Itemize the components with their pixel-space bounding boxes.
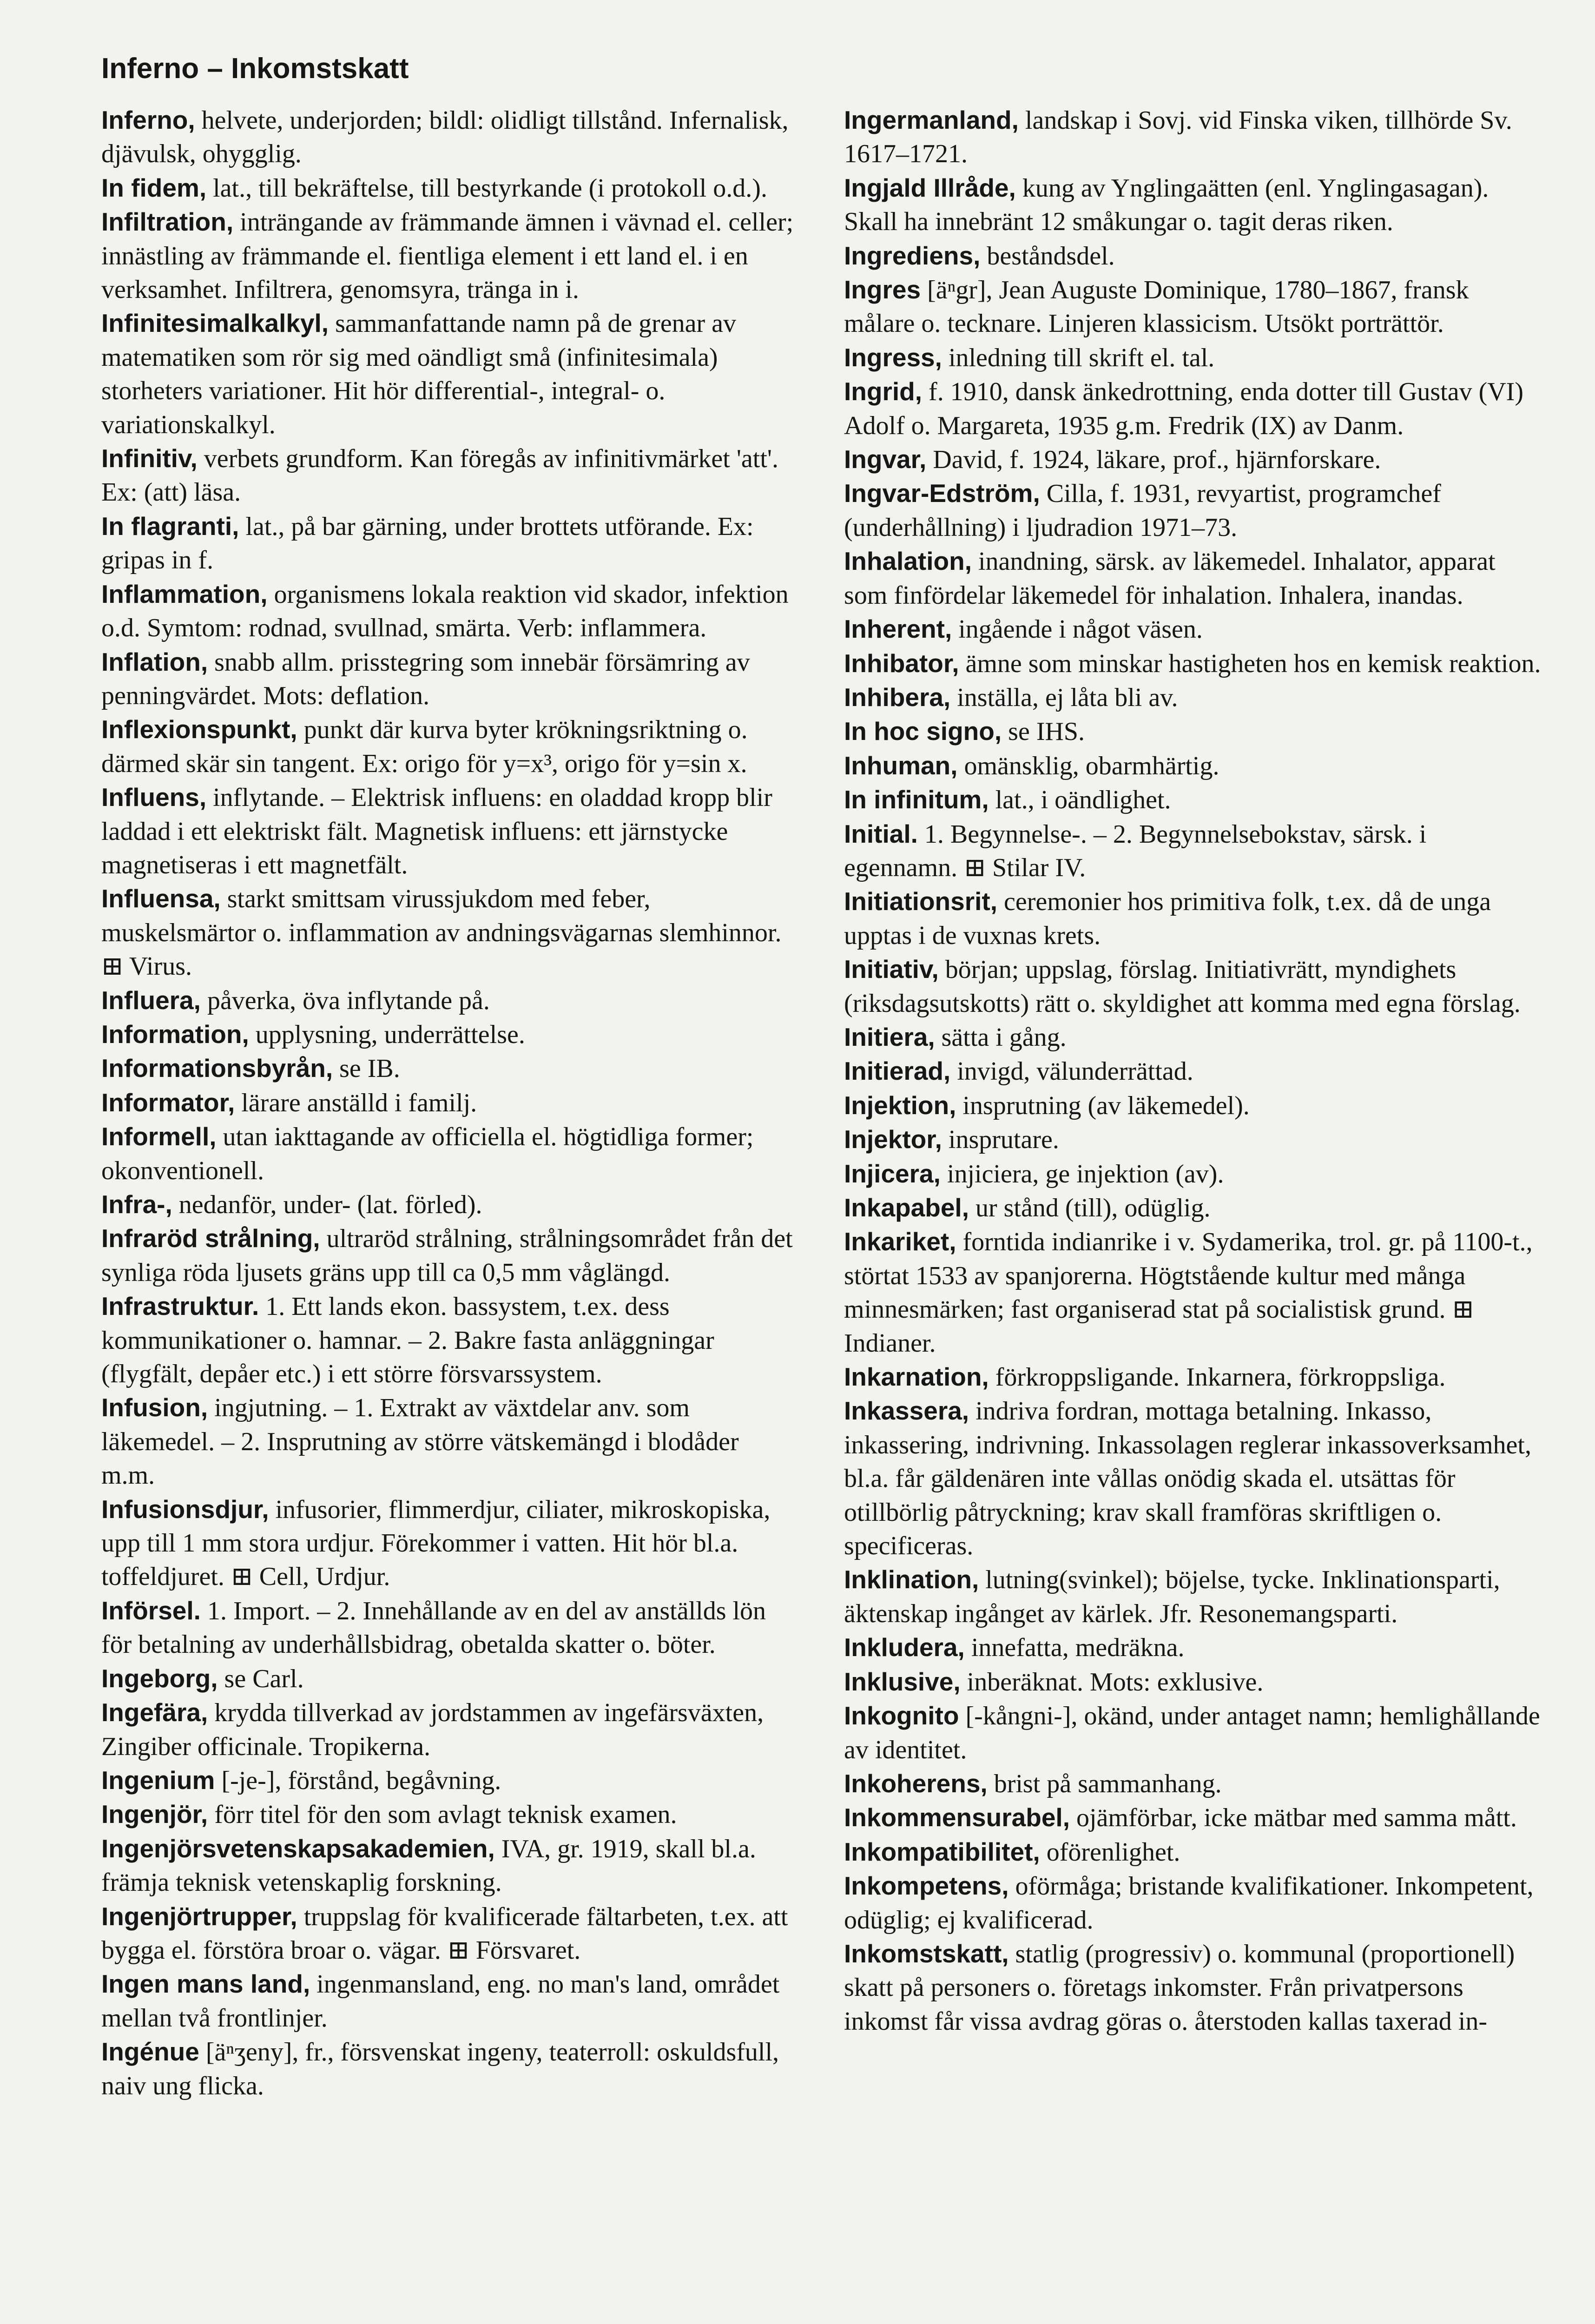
dictionary-entry xyxy=(844,171,1541,239)
definition: beståndsdel. xyxy=(980,241,1115,271)
dictionary-entry xyxy=(101,1391,798,1492)
definition: infusorier, flimmerdjur, ciliater, mikroskopiska, upp till 1 mm stora urdjur. Förekommer i vatten. Hit hör bl.a. toffeldjuret. ⊞ Cell, Urdjur. xyxy=(101,1495,771,1591)
dictionary-entry xyxy=(844,1157,1541,1191)
headword: Infusionsdjur, xyxy=(101,1494,269,1524)
headword: Ingermanland, xyxy=(844,106,1019,134)
dictionary-entry xyxy=(844,1869,1541,1937)
dictionary-entry xyxy=(101,1900,798,1967)
dictionary-entry xyxy=(101,2035,798,2103)
definition: David, f. 1924, läkare, prof., hjärnforskare. xyxy=(926,445,1381,475)
definition: indriva fordran, mottaga betalning. Inkasso, inkassering, indrivning. Inkassolagen reglerar inkassoverksamhet, bl.a. får gäldenären inte vållas onödig skada el. utsättas för otillbörlig påtryckning; krav skall framföras skriftligen o. specificeras. xyxy=(844,1397,1531,1561)
dictionary-entry xyxy=(844,647,1541,680)
definition: se IB. xyxy=(333,1054,400,1083)
dictionary-entry xyxy=(101,103,798,171)
headword: Ingenjörsvetenskapsakademien, xyxy=(101,1834,495,1863)
definition: lat., till bekräftelse, till bestyrkande (i protokoll o.d.). xyxy=(206,173,767,203)
headword: Influens, xyxy=(101,783,207,812)
dictionary-entry xyxy=(844,476,1541,544)
headword: Inklination, xyxy=(844,1565,979,1594)
headword: Inhuman, xyxy=(844,751,958,780)
dictionary-entry xyxy=(844,375,1541,442)
headword: Ingres xyxy=(844,275,921,304)
definition: ur stånd (till), odüglig. xyxy=(969,1194,1211,1222)
definition: kung av Ynglingaätten (enl. Ynglingasagan). Skall ha innebränt 12 småkungar o. tagit deras riken. xyxy=(844,173,1489,237)
dictionary-entry xyxy=(101,1221,798,1289)
dictionary-entry xyxy=(844,1801,1541,1835)
dictionary-entry xyxy=(844,1767,1541,1801)
dictionary-entry xyxy=(844,952,1541,1020)
headword: Inflammation, xyxy=(101,579,268,608)
definition: sammanfattande namn på de grenar av matematiken som rör sig med oändligt små (infinitesimala) storheters variationer. Hit hör differential-, integral- o. variationskalkyl. xyxy=(101,309,737,439)
headword: Inhibera, xyxy=(844,682,951,712)
headword: Ingvar, xyxy=(844,445,927,474)
dictionary-entry xyxy=(101,171,798,205)
headword: Infusion, xyxy=(101,1393,208,1422)
definition: inberäknat. Mots: exklusive. xyxy=(960,1667,1264,1697)
headword: Infrastruktur. xyxy=(101,1292,259,1321)
definition: invigd, välunderrättad. xyxy=(950,1057,1193,1086)
headword: Inkludera, xyxy=(844,1633,965,1662)
definition: Cilla, f. 1931, revyartist, programchef (underhållning) i ljudradion 1971–73. xyxy=(844,479,1441,542)
headword: Inflation, xyxy=(101,647,208,676)
definition: omänsklig, obarmhärtig. xyxy=(957,751,1219,780)
dictionary-entry xyxy=(101,1797,798,1831)
definition: inflytande. – Elektrisk influens: en oladdad kropp blir laddad i ett elektriskt fält. Magnetisk influens: ett järnstycke magnetiseras i ett magnetfält. xyxy=(101,783,772,879)
dictionary-entry xyxy=(101,509,798,577)
dictionary-entry xyxy=(844,1054,1541,1088)
definition: inställa, ej låta bli av. xyxy=(950,683,1178,712)
headword: Inkapabel, xyxy=(844,1193,969,1222)
definition: ingående i något väsen. xyxy=(952,615,1203,644)
right-column xyxy=(844,103,1541,2038)
headword: Injektion, xyxy=(844,1090,956,1120)
definition: början; uppslag, förslag. Initiativrätt, myndighets (riksdagsutskotts) rätt o. skyldighet att komma med egna förslag. xyxy=(844,955,1521,1018)
headword: Infinitiv, xyxy=(101,444,198,473)
headword: Ingrediens, xyxy=(844,241,981,270)
definition: [äⁿgr], Jean Auguste Dominique, 1780–1867, fransk målare o. tecknare. Linjeren klassicism. Utsökt porträttör. xyxy=(844,276,1469,338)
definition: inledning till skrift el. tal. xyxy=(942,343,1215,372)
dictionary-entry xyxy=(844,783,1541,817)
headword: Ingen mans land, xyxy=(101,1969,310,1999)
definition: landskap i Sovj. vid Finska viken, tillhörde Sv. 1617–1721. xyxy=(844,106,1512,169)
dictionary-entry xyxy=(844,1360,1541,1394)
definition: ämne som minskar hastigheten hos en kemisk reaktion. xyxy=(959,649,1541,678)
headword: In hoc signo, xyxy=(844,717,1002,746)
definition: ingenmansland, eng. no man's land, området mellan två frontlinjer. xyxy=(101,1970,780,2033)
definition: se IHS. xyxy=(1002,717,1085,746)
headword: Influensa, xyxy=(101,884,221,913)
definition: insprutare. xyxy=(942,1125,1059,1155)
dictionary-entry xyxy=(101,713,798,780)
dictionary-entry xyxy=(101,205,798,306)
dictionary-entry xyxy=(101,1594,798,1662)
definition: förkroppsligande. Inkarnera, förkroppsliga. xyxy=(989,1363,1446,1392)
headword: Ingeborg, xyxy=(101,1664,218,1693)
headword: Inkomstskatt, xyxy=(844,1939,1009,1968)
dictionary-entry xyxy=(101,1188,798,1221)
dictionary-entry xyxy=(101,1696,798,1763)
headword: Införsel. xyxy=(101,1596,201,1625)
definition: truppslag för kvalificerade fältarbeten, t.ex. att bygga el. förstöra broar o. vägar. ⊞ Försvaret. xyxy=(101,1902,788,1965)
definition: förr titel för den som avlagt teknisk examen. xyxy=(208,1800,677,1829)
headword: Inkompatibilitet, xyxy=(844,1837,1040,1866)
dictionary-entry xyxy=(101,1967,798,2035)
dictionary-entry xyxy=(101,1086,798,1120)
definition: påverka, öva inflytande på. xyxy=(200,986,490,1015)
headword: Inkoherens, xyxy=(844,1769,988,1798)
headword: Infiltration, xyxy=(101,207,234,237)
dictionary-entry xyxy=(844,1122,1541,1156)
definition: [-kångni-], okänd, under antaget namn; hemlighållande av identitet. xyxy=(844,1702,1540,1764)
definition: snabb allm. prisstegring som innebär försämring av penningvärdet. Mots: deflation. xyxy=(101,647,750,710)
definition: forntida indianrike i v. Sydamerika, trol. gr. på 1100-t., störtat 1533 av spanjorerna. Högtstående kultur med många minnesmärken; fast organiserad stat på socialistisk grund. ⊞ Indianer. xyxy=(844,1228,1533,1358)
headword: Ingenium xyxy=(101,1765,215,1795)
definition: inandning, särsk. av läkemedel. Inhalator, apparat som finfördelar läkemedel för inhalation. Inhalera, inandas. xyxy=(844,547,1496,610)
definition: 1. Begynnelse-. – 2. Begynnelsebokstav, särsk. i egennamn. ⊞ Stilar IV. xyxy=(844,819,1427,882)
definition: oförenlighet. xyxy=(1040,1837,1180,1867)
headword: In fidem, xyxy=(101,173,207,202)
definition: 1. Import. – 2. Innehållande av en del av anställds lön för betalning av underhållsbidrag, obetalda skatter o. böter. xyxy=(101,1596,766,1659)
headword: Ingénue xyxy=(101,2037,199,2067)
dictionary-entry xyxy=(844,885,1541,952)
dictionary-entry xyxy=(844,442,1541,476)
headword: Informationsbyrån, xyxy=(101,1054,333,1083)
definition: ceremonier hos primitiva folk, t.ex. då de unga upptas i de vuxnas krets. xyxy=(844,887,1491,950)
headword: Ingress, xyxy=(844,343,942,372)
headword: Inkariket, xyxy=(844,1227,956,1256)
dictionary-entry xyxy=(844,239,1541,273)
headword: Influera, xyxy=(101,985,201,1015)
headword: Inflexionspunkt, xyxy=(101,715,297,744)
dictionary-entry xyxy=(844,1394,1541,1563)
dictionary-entry xyxy=(101,442,798,509)
definition: upplysning, underrättelse. xyxy=(249,1020,525,1049)
definition: ingjutning. – 1. Extrakt av växtdelar anv. som läkemedel. – 2. Insprutning av större vätskemängd i blodåder m.m. xyxy=(101,1393,739,1490)
definition: sätta i gång. xyxy=(935,1023,1067,1052)
dictionary-entry xyxy=(844,1937,1541,2038)
headword: Ingvar-Edström, xyxy=(844,479,1040,508)
definition: lat., i oändlighet. xyxy=(989,786,1171,815)
dictionary-entry xyxy=(844,1835,1541,1869)
definition: krydda tillverkad av jordstammen av ingefärsväxten, Zingiber officinale. Tropikerna. xyxy=(101,1698,764,1761)
headword: Ingrid, xyxy=(844,377,923,406)
headword: Initiationsrit, xyxy=(844,887,997,916)
definition: [äⁿʒeny], fr., försvenskat ingeny, teaterroll: oskuldsfull, naiv ung flicka. xyxy=(101,2038,779,2100)
headword: Information, xyxy=(101,1019,249,1049)
headword: Inkognito xyxy=(844,1701,959,1730)
definition: [-je-], förstånd, begåvning. xyxy=(215,1766,501,1795)
headword: Informell, xyxy=(101,1122,217,1151)
dictionary-entry xyxy=(844,1563,1541,1631)
dictionary-entry xyxy=(101,780,798,882)
headword: Infraröd strålning, xyxy=(101,1224,320,1253)
headword: Injicera, xyxy=(844,1159,941,1188)
headword: Injektor, xyxy=(844,1125,942,1154)
headword: Infra-, xyxy=(101,1190,172,1219)
dictionary-entry xyxy=(101,306,798,442)
definition: IVA, gr. 1919, skall bl.a. främja teknisk vetenskaplig forskning. xyxy=(101,1834,756,1897)
dictionary-entry xyxy=(844,544,1541,612)
dictionary-entry xyxy=(101,645,798,713)
definition: verbets grundform. Kan föregås av infinitivmärket 'att'. Ex: (att) läsa. xyxy=(101,444,778,507)
headword: Inhibator, xyxy=(844,648,959,678)
definition: lärare anställd i familj. xyxy=(235,1088,477,1117)
left-column xyxy=(101,103,798,2103)
dictionary-entry xyxy=(101,1763,798,1797)
dictionary-entry xyxy=(101,1017,798,1051)
dictionary-entry xyxy=(844,273,1541,341)
dictionary-entry xyxy=(101,1492,798,1594)
dictionary-entry xyxy=(101,882,798,983)
headword: Inkarnation, xyxy=(844,1362,989,1392)
definition: inträngande av främmande ämnen i vävnad el. celler; innästling av främmande el. fientliga element i ett land el. i en verksamhet. Infiltrera, genomsyra, tränga in i. xyxy=(101,208,794,304)
dictionary-entry xyxy=(844,1631,1541,1664)
definition: statlig (progressiv) o. kommunal (proportionell) skatt på personers o. företags inkomster. Från privatpersons inkomst får vissa avdrag göras o. återstoden kallas taxerad in- xyxy=(844,1939,1515,2036)
headword: Inklusive, xyxy=(844,1667,961,1696)
definition: nedanför, under- (lat. förled). xyxy=(172,1190,482,1219)
definition: lat., på bar gärning, under brottets utförande. Ex: gripas in f. xyxy=(101,512,754,575)
headword: In infinitum, xyxy=(844,785,989,814)
dictionary-entry xyxy=(101,1832,798,1900)
definition: organismens lokala reaktion vid skador, infektion o.d. Symtom: rodnad, svullnad, smärta. Verb: inflammera. xyxy=(101,580,789,643)
dictionary-entry xyxy=(844,680,1541,714)
dictionary-entry xyxy=(844,749,1541,783)
headword: In flagranti, xyxy=(101,511,239,541)
headword: Inhalation, xyxy=(844,547,972,576)
definition: injiciera, ge injektion (av). xyxy=(940,1159,1224,1188)
dictionary-entry xyxy=(844,1020,1541,1054)
definition: 1. Ett lands ekon. bassystem, t.ex. dess kommunikationer o. hamnar. – 2. Bakre fasta anläggningar (flygfält, depåer etc.) i ett större försvarssystem. xyxy=(101,1292,714,1389)
definition: utan iakttagande av officiella el. högtidliga former; okonventionell. xyxy=(101,1122,754,1185)
headword: Initiativ, xyxy=(844,955,939,984)
dictionary-entry xyxy=(844,1225,1541,1360)
dictionary-entry xyxy=(101,1662,798,1696)
headword: Ingenjörtrupper, xyxy=(101,1901,297,1931)
definition: oförmåga; bristande kvalifikationer. Inkompetent, odüglig; ej kvalificerad. xyxy=(844,1872,1534,1934)
headword: Informator, xyxy=(101,1088,235,1117)
dictionary-entry xyxy=(844,103,1541,171)
dictionary-entry xyxy=(844,1665,1541,1699)
dictionary-entry xyxy=(844,1089,1541,1122)
headword: Inkompetens, xyxy=(844,1871,1009,1901)
definition: se Carl. xyxy=(218,1664,304,1693)
dictionary-entry xyxy=(844,1699,1541,1767)
definition: punkt där kurva byter krökningsriktning o. därmed skär sin tangent. Ex: origo för y=x³, origo för y=sin x. xyxy=(101,715,748,778)
headword: Initierad, xyxy=(844,1056,951,1086)
dictionary-entry xyxy=(844,817,1541,885)
headword: Ingenjör, xyxy=(101,1800,208,1829)
headword: Inherent, xyxy=(844,614,952,644)
definition: lutning(svinkel); böjelse, tycke. Inklinationsparti, äktenskap ingånget av kärlek. Jfr. Resonemangsparti. xyxy=(844,1565,1500,1628)
headword: Inferno, xyxy=(101,106,195,134)
definition: f. 1910, dansk änkedrottning, enda dotter till Gustav (VI) Adolf o. Margareta, 1935 g.m. Fredrik (IX) av Danm. xyxy=(844,377,1523,440)
definition: ultraröd strålning, strålningsområdet från det synliga röda ljusets gräns upp till ca 0,5 mm våglängd. xyxy=(101,1224,793,1287)
dictionary-entry xyxy=(101,1120,798,1188)
running-head: Inferno – Inkomstskatt xyxy=(101,53,409,85)
headword: Initiera, xyxy=(844,1022,935,1051)
dictionary-entry xyxy=(844,612,1541,646)
dictionary-entry xyxy=(101,984,798,1017)
definition: ojämförbar, icke mätbar med samma mått. xyxy=(1069,1803,1517,1833)
headword: Ingefära, xyxy=(101,1698,208,1727)
definition: helvete, underjorden; bildl: olidligt tillstånd. Infernalisk, djävulsk, ohygglig. xyxy=(101,106,789,169)
dictionary-entry xyxy=(101,1051,798,1085)
dictionary-entry xyxy=(844,341,1541,375)
headword: Initial. xyxy=(844,819,918,848)
dictionary-entry xyxy=(844,1191,1541,1225)
definition: brist på sammanhang. xyxy=(987,1769,1222,1798)
headword: Inkommensurabel, xyxy=(844,1803,1070,1832)
dictionary-entry xyxy=(844,714,1541,748)
dictionary-entry xyxy=(101,1289,798,1391)
headword: Inkassera, xyxy=(844,1396,969,1426)
headword: Infinitesimalkalkyl, xyxy=(101,309,329,338)
dictionary-entry xyxy=(101,577,798,645)
definition: innefatta, medräkna. xyxy=(964,1633,1185,1663)
definition: starkt smittsam virussjukdom med feber, muskelsmärtor o. inflammation av andningsvägarnas slemhinnor. ⊞ Virus. xyxy=(101,885,782,981)
headword: Ingjald Illråde, xyxy=(844,173,1016,202)
definition: insprutning (av läkemedel). xyxy=(956,1091,1250,1120)
